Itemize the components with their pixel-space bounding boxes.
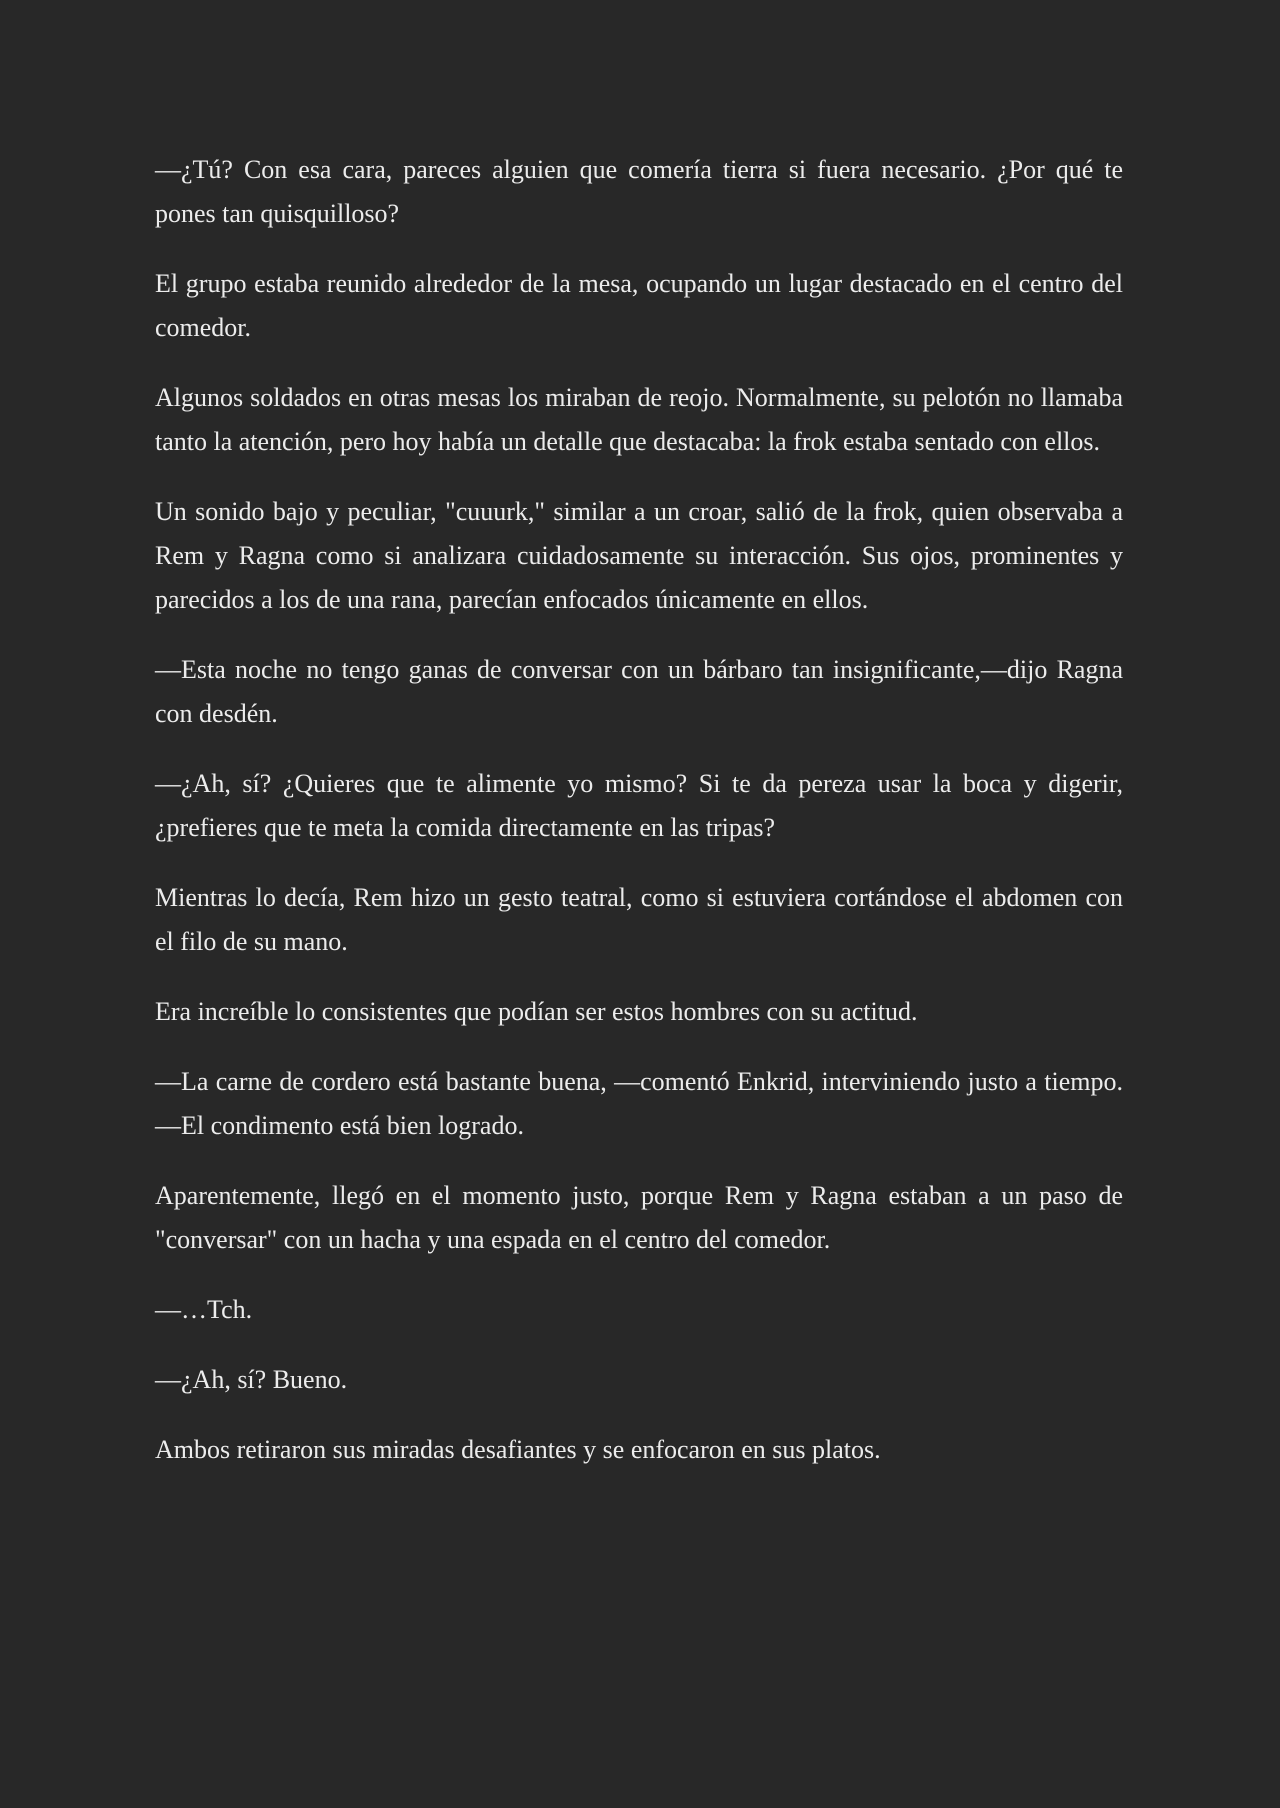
paragraph: —…Tch. [155, 1295, 253, 1324]
paragraph: Era increíble lo consistentes que podían ser estos hombres con su actitud. [155, 997, 918, 1026]
paragraph: Mientras lo decía, Rem hizo un gesto teatral, como si estuviera cortándose el abdomen con el filo de su mano. [155, 883, 1123, 956]
paragraph: Ambos retiraron sus miradas desafiantes y se enfocaron en sus platos. [155, 1435, 881, 1464]
paragraph: —¿Ah, sí? Bueno. [155, 1365, 348, 1394]
paragraph: —La carne de cordero está bastante buena, —comentó Enkrid, interviniendo justo a tiempo.—El condimento está bien logrado. [155, 1067, 1123, 1140]
paragraph: Algunos soldados en otras mesas los miraban de reojo. Normalmente, su pelotón no llamaba tanto la atención, pero hoy había un detalle que destacaba: la frok estaba sentado con ellos. [155, 383, 1123, 456]
paragraph: El grupo estaba reunido alrededor de la mesa, ocupando un lugar destacado en el centro del comedor. [155, 269, 1123, 342]
paragraph: —¿Tú? Con esa cara, pareces alguien que comería tierra si fuera necesario. ¿Por qué te pones tan quisquilloso? [155, 155, 1123, 228]
paragraph: Un sonido bajo y peculiar, "cuuurk," similar a un croar, salió de la frok, quien observaba a Rem y Ragna como si analizara cuidadosamente su interacción. Sus ojos, prominentes y parecidos a los de una rana, parecían enfocados únicamente en ellos. [155, 497, 1123, 614]
paragraph: Aparentemente, llegó en el momento justo, porque Rem y Ragna estaban a un paso de "conversar" con un hacha y una espada en el centro del comedor. [155, 1181, 1123, 1254]
reading-pane [155, 148, 1123, 1498]
paragraph: —Esta noche no tengo ganas de conversar con un bárbaro tan insignificante,—dijo Ragna con desdén. [155, 655, 1123, 728]
paragraph: —¿Ah, sí? ¿Quieres que te alimente yo mismo? Si te da pereza usar la boca y digerir, ¿prefieres que te meta la comida directamente en las tripas? [155, 769, 1123, 842]
